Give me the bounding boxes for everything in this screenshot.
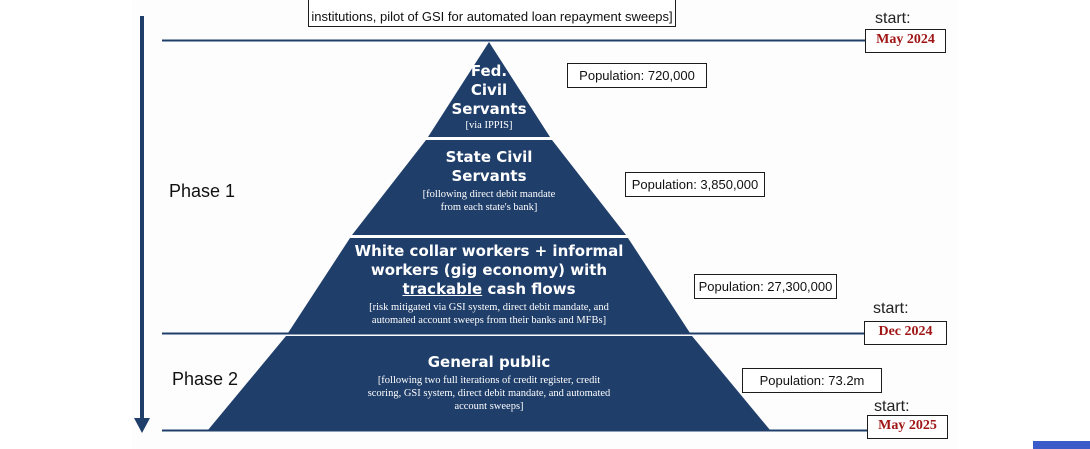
corner-tab [1033, 441, 1090, 449]
population-box-tier-1: Population: 720,000 [567, 63, 707, 88]
tier-4-title: General public [427, 353, 551, 371]
tier-3-title-rest: cash flows [482, 280, 576, 298]
tier-4-note-line-1: [following two full iterations of credit register, credit [377, 375, 601, 386]
tier-3-title-line-2: workers (gig economy) with [370, 261, 608, 279]
timeline-arrow-head [134, 418, 150, 433]
milestone-2-start: start: [873, 300, 909, 317]
phase-1-label: Phase 1 [169, 181, 236, 201]
tier-1-title-line-2: Civil [470, 81, 508, 99]
tier-4-text [339, 353, 639, 413]
milestone-3-start: start: [874, 398, 910, 415]
phase-2-label: Phase 2 [172, 369, 239, 389]
tier-3-title-underlined: trackable [402, 280, 483, 298]
tier-2-text [369, 148, 609, 214]
top-box [308, 0, 676, 27]
tier-4-note-line-3: account sweeps] [454, 401, 524, 412]
tier-3-text [329, 242, 649, 327]
milestone-3-date: May 2025 [867, 415, 948, 439]
population-box-tier-3: Population: 27,300,000 [694, 274, 837, 299]
milestone-1-date: May 2024 [865, 29, 946, 53]
top-box-text: institutions, pilot of GSI for automated loan repayment sweeps] [311, 9, 673, 24]
tier-2-note-line-2: from each state's bank] [440, 202, 538, 213]
tier-3-title-line-1: White collar workers + informal [354, 242, 624, 260]
tier-3-note-line-2: automated account sweeps from their banks and MFBs] [371, 315, 607, 326]
tier-1-title-line-3: Servants [451, 100, 527, 118]
tier-4-note-line-2: scoring, GSI system, direct debit mandate, and automated [367, 388, 611, 399]
tier-1-title-line-1: Fed. [470, 62, 508, 80]
milestone-2-date: Dec 2024 [864, 321, 947, 345]
population-box-tier-4: Population: 73.2m [742, 368, 882, 393]
tier-2-note-line-1: [following direct debit mandate [422, 189, 556, 200]
milestone-1-start: start: [875, 10, 911, 27]
tier-3-title-line-3 [329, 280, 649, 299]
slide [132, 0, 958, 449]
tier-2-title-line-2: Servants [451, 167, 527, 185]
tier-3-note-line-1: [risk mitigated via GSI system, direct debit mandate, and [369, 302, 609, 313]
tier-1-note: [via IPPIS] [465, 120, 513, 131]
population-box-tier-2: Population: 3,850,000 [625, 172, 765, 197]
tier-1-text [429, 62, 549, 132]
tier-2-title-line-1: State Civil [445, 148, 533, 166]
